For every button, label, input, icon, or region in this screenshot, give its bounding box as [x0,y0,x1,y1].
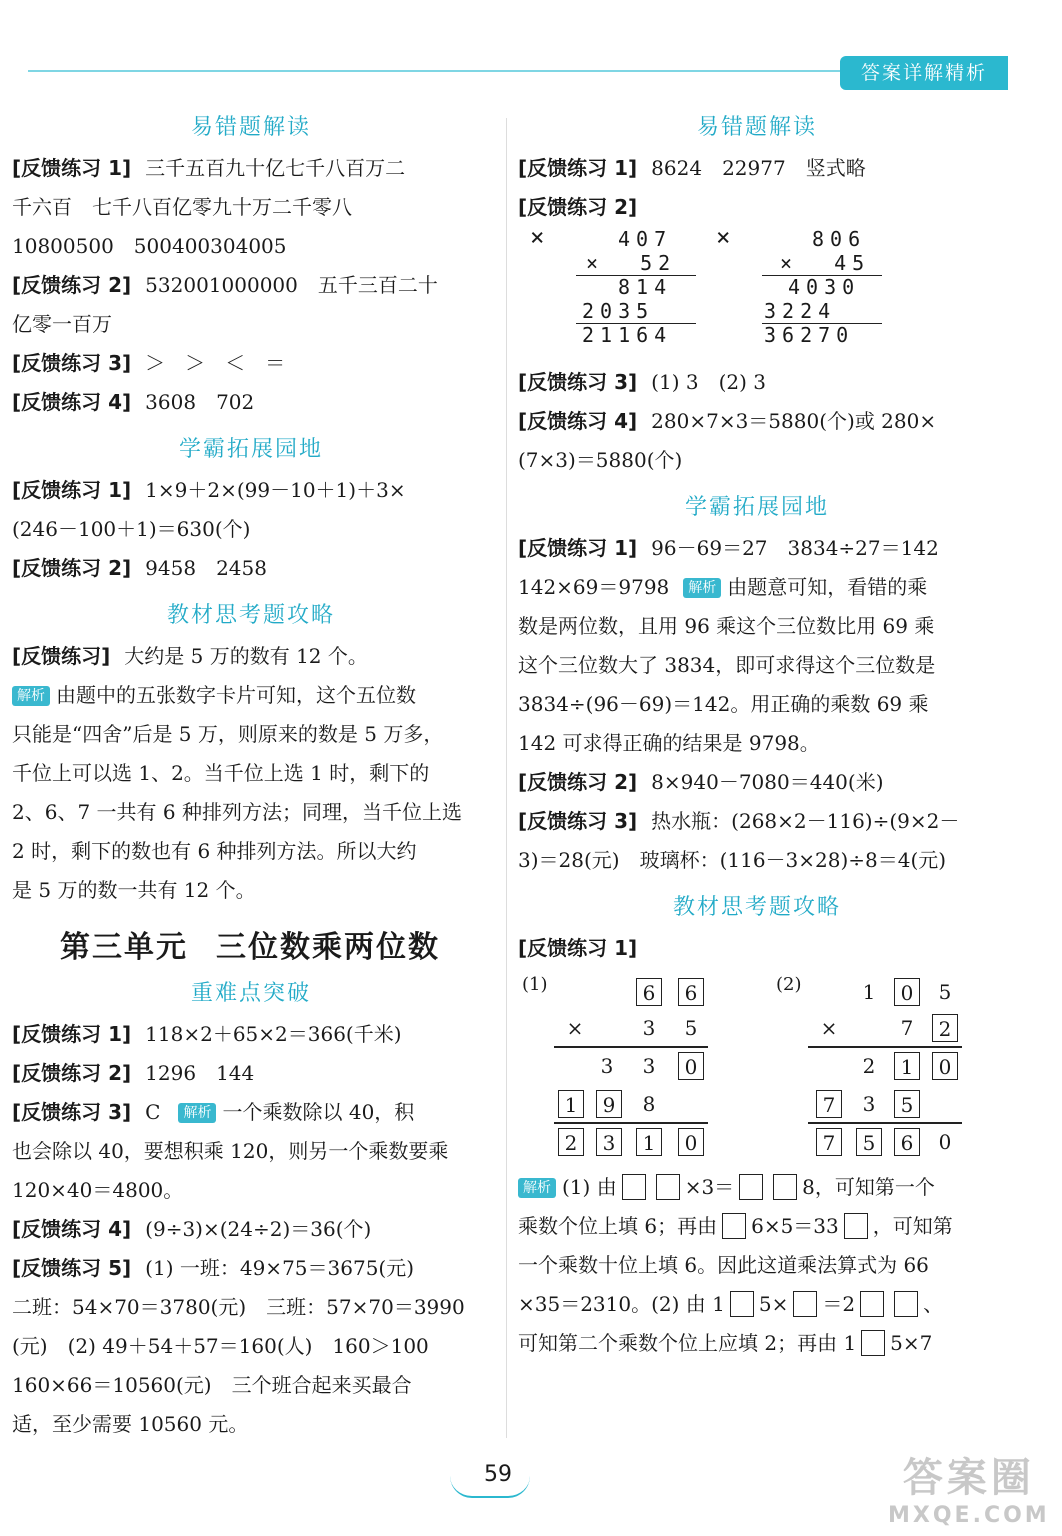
digit-box: 1 [636,1128,662,1156]
header-rule [28,70,840,72]
digit: 3 [642,1054,656,1078]
calc-rule [808,1046,962,1048]
section-heading: 学霸拓展园地 [684,495,829,520]
digit-box: 9 [596,1090,622,1118]
answer-line: 10800500 500400304005 [12,234,287,258]
exercise-tag: [反馈练习 2] [518,195,638,219]
digit-box: 5 [894,1090,920,1118]
exercise-tag: [反馈练习] [12,644,111,668]
answer-line: 142×69＝9798 解析 由题意可知，看错的乘 [518,575,928,599]
explanation-line: 一个乘数十位上填 6。因此这道乘法算式为 66 [518,1253,929,1277]
answer-line: [反馈练习 2] 9458 2458 [12,556,267,580]
exercise-tag: [反馈练习 2] [518,770,638,794]
calc-line: 2035 [582,299,655,323]
wrong-mark: × [530,223,545,251]
digit-box: 0 [932,1052,958,1080]
digit-box: 6 [678,978,704,1006]
analysis-badge: 解析 [178,1103,216,1123]
answer-line: 适，至少需要 10560 元。 [12,1412,249,1436]
answer-line: [反馈练习 1] 1×9＋2×(99－10＋1)＋3× [12,478,406,502]
digit: 2 [862,1054,876,1078]
exercise-tag: [反馈练习 1] [12,478,132,502]
digit-box: 1 [558,1090,584,1118]
answer-line: [反馈练习 2] 532001000000 五千三百二十 [12,273,438,297]
explanation-line: ×35＝2310。(2) 由 1 5× ＝2 、 [518,1292,944,1316]
puzzle-label: (2) [776,974,802,995]
calc-line: 36270 [764,323,855,347]
answer-line: [反馈练习] 大约是 5 万的数有 12 个。 [12,644,368,668]
digit-box: 6 [894,1128,920,1156]
digit: 1 [862,980,876,1004]
section-heading: 易错题解读 [696,115,817,140]
exercise-tag: [反馈练习 3] [12,1100,132,1124]
digit-box: 6 [636,978,662,1006]
digit-box: 5 [856,1128,882,1156]
answer-line: 160×66＝10560(元) 三个班合起来买最合 [12,1373,412,1397]
analysis-badge: 解析 [518,1178,556,1198]
section-heading: 教材思考题攻略 [672,895,841,920]
blank-box [793,1291,817,1317]
digit-box: 3 [596,1128,622,1156]
calc-rule [808,1122,962,1124]
digit: 5 [684,1016,698,1040]
section-heading: 教材思考题攻略 [166,603,335,628]
answer-line: [反馈练习 5] (1) 一班：49×75＝3675(元) [12,1256,415,1280]
digit-puzzles [518,968,996,1168]
answer-line: [反馈练习 1] 96－69＝27 3834÷27＝142 [518,536,939,560]
digit: 0 [938,1130,952,1154]
answer-line: 120×40＝4800。 [12,1178,184,1202]
answer-line: 3)＝28(元) 玻璃杯：(116－3×28)÷8＝4(元) [518,848,947,872]
digit-box: 7 [816,1128,842,1156]
section-heading: 重难点突破 [190,981,311,1006]
answer-line: [反馈练习 4] 3608 702 [12,390,255,414]
digit: 3 [642,1016,656,1040]
digit-box: 2 [932,1014,958,1042]
explanation-line: 乘数个位上填 6；再由 6×5＝33 ，可知第 [518,1214,953,1238]
blank-box [622,1174,646,1200]
digit: 5 [938,980,952,1004]
explanation-line: 142 可求得正确的结果是 9798。 [518,731,820,755]
answer-line: [反馈练习 4] (9÷3)×(24÷2)＝36(个) [12,1217,372,1241]
left-column [12,100,490,1444]
digit-box: 0 [894,978,920,1006]
exercise-tag: [反馈练习 4] [12,1217,132,1241]
explanation-line: 千位上可以选 1、2。当千位上选 1 时，剩下的 [12,761,430,785]
answer-line: [反馈练习 2] 8×940－7080＝440(米) [518,770,884,794]
exercise-tag: [反馈练习 1] [518,936,638,960]
exercise-tag: [反馈练习 2] [12,556,132,580]
answer-line [518,188,996,227]
right-column [518,100,996,1363]
explanation-line: 是 5 万的数一共有 12 个。 [12,878,256,902]
vertical-calculations [518,223,996,363]
calc-line: × 45 [780,251,871,275]
answer-line: [反馈练习 1] 8624 22977 竖式略 [518,156,866,180]
explanation-line: 3834÷(96－69)＝142。用正确的乘数 69 乘 [518,692,929,716]
calc-rule [554,1046,708,1048]
explanation-line: 数是两位数，且用 96 乘这个三位数比用 69 乘 [518,614,935,638]
unit-title: 第三单元 三位数乘两位数 [60,930,440,965]
digit-box: 0 [678,1128,704,1156]
answer-line: [反馈练习 2] 1296 144 [12,1061,255,1085]
calc-line: 4030 [788,275,861,299]
blank-box [861,1330,885,1356]
answer-line: 亿零一百万 [12,312,112,336]
exercise-tag: [反馈练习 3] [518,809,638,833]
blank-box [844,1213,868,1239]
blank-box [730,1291,754,1317]
answer-line: (246－100＋1)＝630(个) [12,517,251,541]
calc-rule [554,1122,708,1124]
exercise-tag: [反馈练习 3] [518,370,638,394]
wrong-mark: × [716,223,731,251]
digit: 3 [862,1092,876,1116]
puzzle-label: (1) [522,974,548,995]
exercise-tag: [反馈练习 3] [12,351,132,375]
calc-line: × 52 [586,251,677,275]
explanation-line: 可知第二个乘数个位上应填 2；再由 1 5×7 [518,1331,933,1355]
digit: 8 [642,1092,656,1116]
analysis-badge: 解析 [12,686,50,706]
exercise-tag: [反馈练习 2] [12,1061,132,1085]
digit: 3 [600,1054,614,1078]
explanation-line: 这个三位数大了 3834，即可求得这个三位数是 [518,653,936,677]
answer-line: [反馈练习 1] 118×2＋65×2＝366(千米) [12,1022,402,1046]
digit-box: 2 [558,1128,584,1156]
exercise-tag: [反馈练习 1] [12,1022,132,1046]
exercise-tag: [反馈练习 4] [12,390,132,414]
times-sign: × [820,1016,838,1040]
blank-box [656,1174,680,1200]
calc-line: 407 [618,227,673,251]
section-heading: 易错题解读 [190,115,311,140]
analysis-badge: 解析 [683,578,721,598]
exercise-tag: [反馈练习 5] [12,1256,132,1280]
column-divider [506,118,507,1438]
exercise-tag: [反馈练习 1] [518,536,638,560]
answer-line: (7×3)＝5880(个) [518,448,683,472]
calc-line: 814 [618,275,673,299]
answer-line: [反馈练习 1] 三千五百九十亿七千八百万二 [12,156,406,180]
blank-box [894,1291,918,1317]
explanation-line: 2 时，剩下的数也有 6 种排列方法。所以大约 [12,839,417,863]
exercise-tag: [反馈练习 2] [12,273,132,297]
blank-box [739,1174,763,1200]
digit: 7 [900,1016,914,1040]
explanation-line: 2、6、7 一共有 6 种排列方法；同理，当千位上选 [12,800,462,824]
digit-box: 1 [894,1052,920,1080]
exercise-tag: [反馈练习 1] [12,156,132,180]
exercise-tag: [反馈练习 4] [518,409,638,433]
header-tag: 答案详解精析 [840,56,1008,90]
answer-line: (元) (2) 49＋54＋57＝160(人) 160＞100 [12,1334,429,1358]
answer-line: [反馈练习 3] C 解析 一个乘数除以 40，积 [12,1100,415,1124]
calc-line: 806 [812,227,867,251]
calc-line: 21164 [582,323,673,347]
answer-line: [反馈练习 3] ＞ ＞ ＜ ＝ [12,351,286,375]
calc-line: 3224 [764,299,837,323]
answer-line: [反馈练习 3] (1) 3 (2) 3 [518,370,766,394]
answer-line: [反馈练习 3] 热水瓶：(268×2－116)÷(9×2－ [518,809,960,833]
digit-box: 7 [816,1090,842,1118]
section-heading: 学霸拓展园地 [178,437,323,462]
watermark: 答案圈 MXQE.COM [888,1455,1050,1528]
exercise-tag: [反馈练习 1] [518,156,638,180]
explanation-line: 解析 由题中的五张数字卡片可知，这个五位数 [12,676,490,715]
explanation-line: 只能是“四舍”后是 5 万，则原来的数是 5 万多， [12,722,444,746]
answer-line: 二班：54×70＝3780(元) 三班：57×70＝3990 [12,1295,465,1319]
times-sign: × [566,1016,584,1040]
explanation-line: 解析 (1) 由 ×3＝ 8，可知第一个 [518,1168,996,1207]
blank-box [773,1174,797,1200]
answer-line: 千六百 七千八百亿零九十万二千零八 [12,195,352,219]
answer-line: [反馈练习 4] 280×7×3＝5880(个)或 280× [518,409,937,433]
blank-box [860,1291,884,1317]
blank-box [722,1213,746,1239]
page-number: 59 [484,1462,512,1487]
digit-box: 0 [678,1052,704,1080]
answer-line: 也会除以 40，要想积乘 120，则另一个乘数要乘 [12,1139,449,1163]
answer-line [518,929,996,968]
